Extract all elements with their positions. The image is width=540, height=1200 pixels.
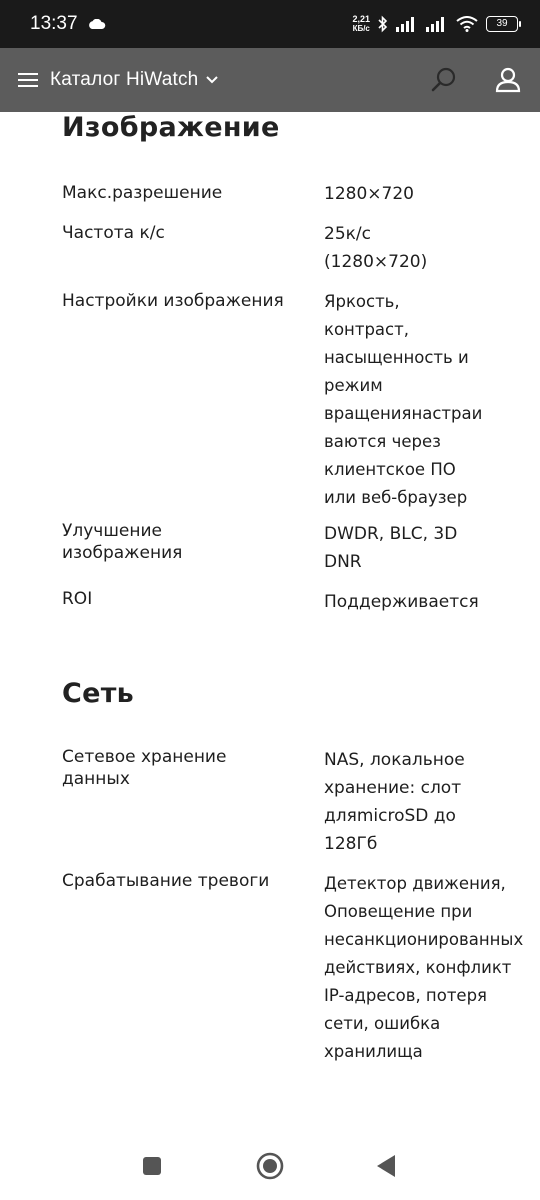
- spec-value: 1280×720: [324, 184, 414, 204]
- spec-label: Улучшение изображения: [62, 521, 183, 563]
- spec-label: Настройки изображения: [62, 291, 284, 311]
- status-bar: [0, 0, 540, 48]
- network-speed: 2,21 КБ/с: [352, 14, 370, 33]
- spec-value: DWDR, BLC, 3D DNR: [324, 524, 458, 572]
- back-button[interactable]: [376, 1154, 396, 1178]
- status-indicators: [352, 15, 518, 33]
- app-bar: [0, 48, 540, 112]
- home-button[interactable]: [256, 1152, 284, 1180]
- recent-apps-button[interactable]: [142, 1156, 162, 1176]
- spec-label: Срабатывание тревоги: [62, 871, 270, 891]
- search-icon[interactable]: [430, 66, 458, 94]
- spec-content[interactable]: [0, 112, 540, 1140]
- bluetooth-icon: [378, 15, 388, 33]
- section-title-network: Сеть: [62, 678, 135, 709]
- spec-value: Яркость, контраст, насыщенность и режим вращениянастраиваются через клиентское ПО или веб-браузер: [324, 292, 483, 507]
- spec-value: Детектор движения, Оповещение при несанкционированных действиях, конфликт IP-адресов, потеря сети, ошибка хранилища: [324, 874, 524, 1061]
- signal-icon: [396, 16, 418, 32]
- chevron-down-icon[interactable]: [206, 76, 218, 84]
- spec-label: ROI: [62, 589, 93, 609]
- status-time: 13:37: [30, 13, 78, 34]
- section-title-image: Изображение: [62, 112, 280, 143]
- cloud-icon: [88, 19, 106, 29]
- spec-value: 25к/с (1280×720): [324, 224, 428, 272]
- spec-label: Макс.разрешение: [62, 183, 223, 203]
- signal-icon-2: [426, 16, 448, 32]
- menu-icon[interactable]: [18, 73, 38, 87]
- spec-label: Сетевое хранение данных: [62, 747, 227, 789]
- battery-indicator: 39: [486, 16, 518, 32]
- spec-value: NAS, локальное хранение: слот дляmicroSD до 128Гб: [324, 750, 465, 854]
- wifi-icon: [456, 16, 478, 32]
- user-icon[interactable]: [494, 66, 522, 94]
- nav-bar: [0, 1140, 540, 1200]
- spec-value: Поддерживается: [324, 592, 479, 612]
- spec-label: Частота к/с: [62, 223, 165, 243]
- app-title[interactable]: Каталог HiWatch: [50, 69, 199, 90]
- app-actions: [430, 66, 522, 94]
